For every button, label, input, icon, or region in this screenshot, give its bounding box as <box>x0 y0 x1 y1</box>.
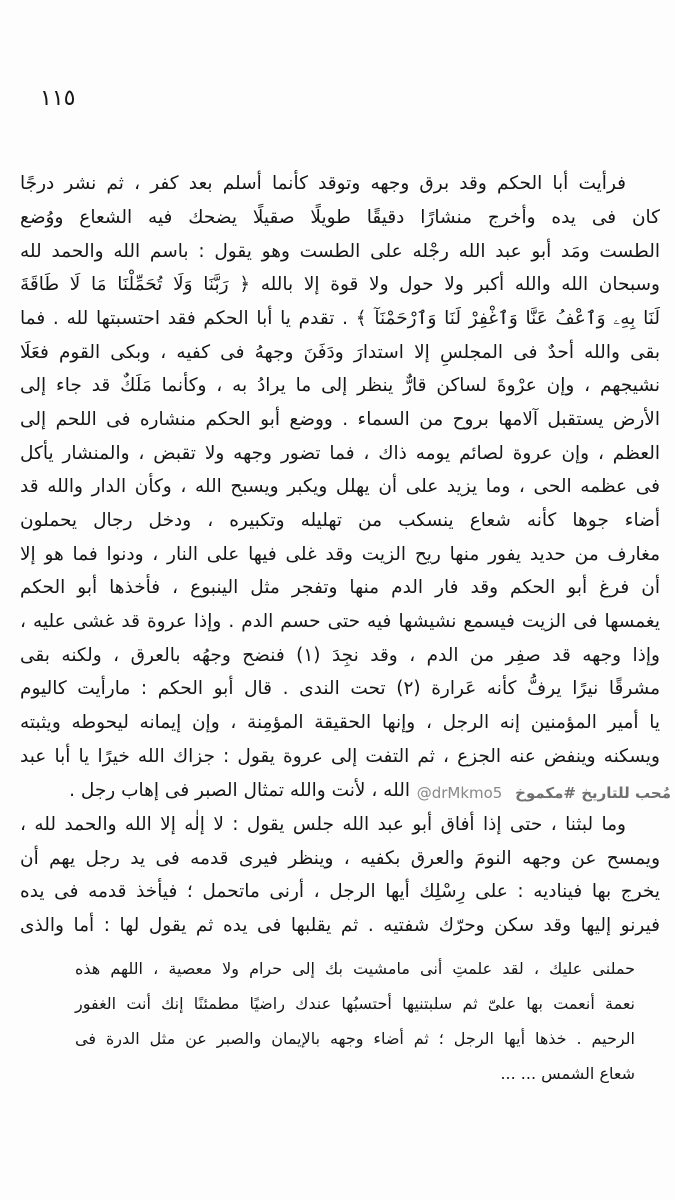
text-line: فرأيت أبا الحكم وقد برق وجهه وتوقد كأنما أسلم بعد كفر ، ثم نشر درجًا <box>20 173 626 194</box>
watermark <box>416 783 671 803</box>
text-line: مشرقًا نيرًا يرفُّ كأنه عَرارة (٢) تحت الندى . قال أبو الحكم : مارأيت كاليوم <box>20 678 661 699</box>
text-line: الله ، لأنت والله تمثال الصبر فى إهاب رجل . <box>69 780 410 801</box>
quote-line: شعاع الشمس ... ... <box>500 1064 635 1083</box>
text-line: ويسكنه وينفض عنه الجزع ، ثم التفت إلى عروة يقول : جزاك الله خيرًا يا أبا عبد <box>20 746 660 767</box>
quran-verse-line: لَنَا بِهِۦ وَٱعْفُ عَنَّا وَٱغْفِرْ لَنَا وَٱرْحَمْنَآ ﴾ . تقدم يا أبا الحكم فقد احتسبتها لله . فما <box>20 308 660 329</box>
text-line: وإذا وجهه قد صفِر من الدم ، وقد نجِدَ (١) فنضح وجهُه بالعرق ، ولكنه بقى <box>20 645 660 666</box>
text-line: الأرض يستقبل آلامها بروح من السماء . ووضع أبو الحكم منشاره فى اللحم إلى <box>20 409 660 430</box>
text-line: كان فى يده وأخرج منشارًا دقيقًا طويلًا صقيلًا يضحك فيه الشعاع ووُضع <box>20 207 660 228</box>
page-number: ١١٥ <box>40 86 76 111</box>
quote-line: حملنى عليك ، لقد علمتِ أنى مامشيت بك إلى حرام ولا معصية ، اللهم هذه <box>75 959 635 978</box>
text-line: الطست ومَد أبو عبد الله رجْله على الطست وهو يقول : باسم الله والحمد لله <box>20 241 660 262</box>
text-line: العظم ، وإن عروة لصائم يومه ذاك ، فما تضور وجهه ولا تقبض ، والمنشار يأكل <box>20 443 660 464</box>
text-line: يخرج بها فيناديه : على رِسْلِك أيها الرجل ، أرنى ماتحمل ؛ فيأخذ قدمه فى يده <box>20 881 660 902</box>
text-line: أن فرغ أبو الحكم وقد فار الدم منها وتفجر مثل الينبوع ، فأخذها أبو الحكم <box>20 577 660 598</box>
quote-line: نعمة أنعمت بها علىّ ثم سلبتنيها أحتسبُها عندك راضيًا مطمئنًا إنك أنت الغفور <box>75 994 635 1013</box>
watermark-handle: @drMkmo5 <box>416 784 503 802</box>
text-line: مغارف من حديد يفور منها ريح الزيت وقد غلى فيها على النار ، ودنوا فما هو إلا <box>20 544 660 565</box>
text-line: ويمسح عن وجهه النومَ والعرق بكفيه ، وينظر فيرى قدمه فى يد رجل يهم أن <box>20 848 660 869</box>
text-line: أضاء جوها كأنه شعاع ينسكب من تهليله وتكبيره ، ودخل رجال يحملون <box>20 510 660 531</box>
text-line: نشيجهم ، وإن عرْوةَ لساكن قارٌّ ينظر إلى ما يرادُ به ، وكأنما مَلَكٌ قد جاء إلى <box>20 375 660 396</box>
quote-line: الرحيم . خذها أيها الرجل ؛ ثم أضاء وجهه بالإيمان والصبر عن مثل الدرة فى <box>75 1029 635 1048</box>
text-line: فى عظمه الحى ، وما يزيد على أن يهلل ويكبر ويسبح الله ، وكأن الدار والله قد <box>20 476 660 497</box>
text-line: يا أمير المؤمنين إنه الرجل ، وإنها الحقيقة المؤمِنة ، وإن إيمانه ليحوطه ويثبته <box>20 712 660 733</box>
text-line: وما لبثنا ، حتى إذا أفاق أبو عبد الله جلس يقول : لا إلٰه إلا الله والحمد لله ، <box>20 814 626 835</box>
quran-verse-line: وسبحان الله والله أكبر ولا حول ولا قوة إلا بالله ﴿ رَبَّنَا وَلَا تُحَمِّلْنَا مَا لَا طَاقَةَ <box>20 274 660 295</box>
text-line: بقى والله أحدٌ فى المجلسِ إلا استدارَ ودَفَنَ وجههُ فى كفيه ، وبكى القوم فعَلَا <box>20 342 660 363</box>
text-line: فيرنو إليها وقد سكن وحرّك شفتيه . ثم يقلبها فى يده ثم يقول لها : أما والذى <box>20 915 660 936</box>
watermark-text: مُحب للتاريخ #مكموخ <box>515 784 671 802</box>
text-line: يغمسها فى الزيت فيسمع نشيشها فيه حتى حسم الدم . وإذا عروة قد غشى عليه ، <box>20 611 660 632</box>
